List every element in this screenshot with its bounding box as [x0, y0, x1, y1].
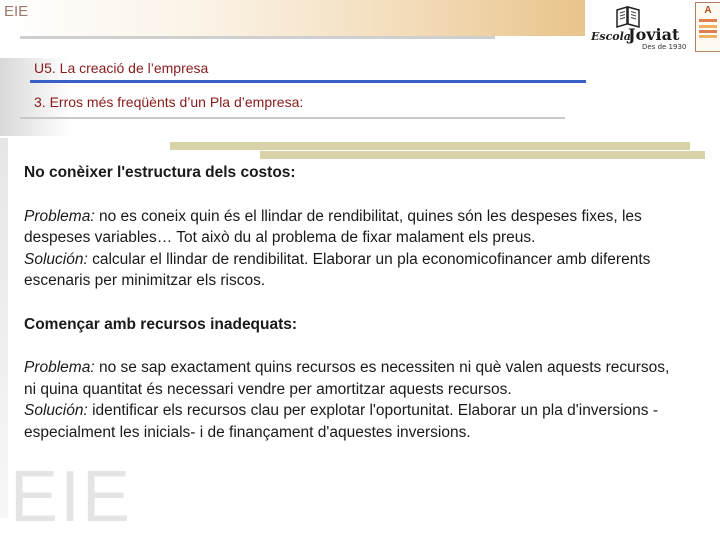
problem-label: Problema: — [24, 359, 95, 376]
problem-label: Problema: — [24, 207, 95, 225]
escola-joviat-logo — [586, 2, 720, 54]
solution-text: identificar els recursos clau per explotar l'oportunitat. Elaborar un pla d'inversions -especialment les inicials- i de finançament d'aquestes inversions. — [24, 402, 658, 441]
logo-subtitle: Des de 1930 — [642, 43, 687, 51]
section-divider — [20, 117, 565, 119]
problem-text: no se sap exactament quins recursos es necessiten ni què valen aquests recursos, ni quina quantitat és necessari vendre per amortitzar aquests recursos. — [24, 359, 670, 398]
block-2-solution — [24, 400, 684, 443]
slide-body — [24, 162, 684, 443]
block-1-heading: No conèixer l'estructura dels costos: — [24, 164, 296, 181]
block-1-problem — [24, 206, 684, 249]
header-band — [0, 0, 585, 36]
decorative-bar-2 — [260, 151, 705, 159]
solution-label: Solución: — [24, 250, 88, 268]
solution-label: Solución: — [24, 402, 88, 419]
header-divider — [20, 36, 495, 39]
badge-letter: A — [704, 5, 712, 16]
eie-watermark: EIE — [10, 457, 133, 537]
block-2-problem — [24, 357, 684, 400]
brand-small: EIE — [4, 3, 29, 20]
decorative-bar-1 — [170, 142, 690, 150]
problem-text: no es coneix quin és el llindar de rendibilitat, quines són les despeses fixes, les despeses variables… Tot això du al problema de fixar malament els preus. — [24, 207, 642, 246]
quality-badge — [695, 2, 720, 52]
section-title: 3. Erros més freqüènts d’un Pla d’empresa: — [34, 94, 304, 110]
logo-escola-text: Escola — [591, 30, 631, 43]
block-1-solution — [24, 249, 684, 292]
title-underline — [30, 80, 586, 83]
unit-title: U5. La creació de l’empresa — [34, 60, 209, 76]
block-2-heading: Començar amb recursos inadequats: — [24, 315, 298, 333]
logo-joviat-text: Joviat — [628, 25, 680, 44]
left-stripe-decoration — [0, 138, 8, 518]
solution-text: calcular el llindar de rendibilitat. Elaborar un pla economicofinancer amb diferents escenaris per minimitzar els riscos. — [24, 250, 651, 289]
